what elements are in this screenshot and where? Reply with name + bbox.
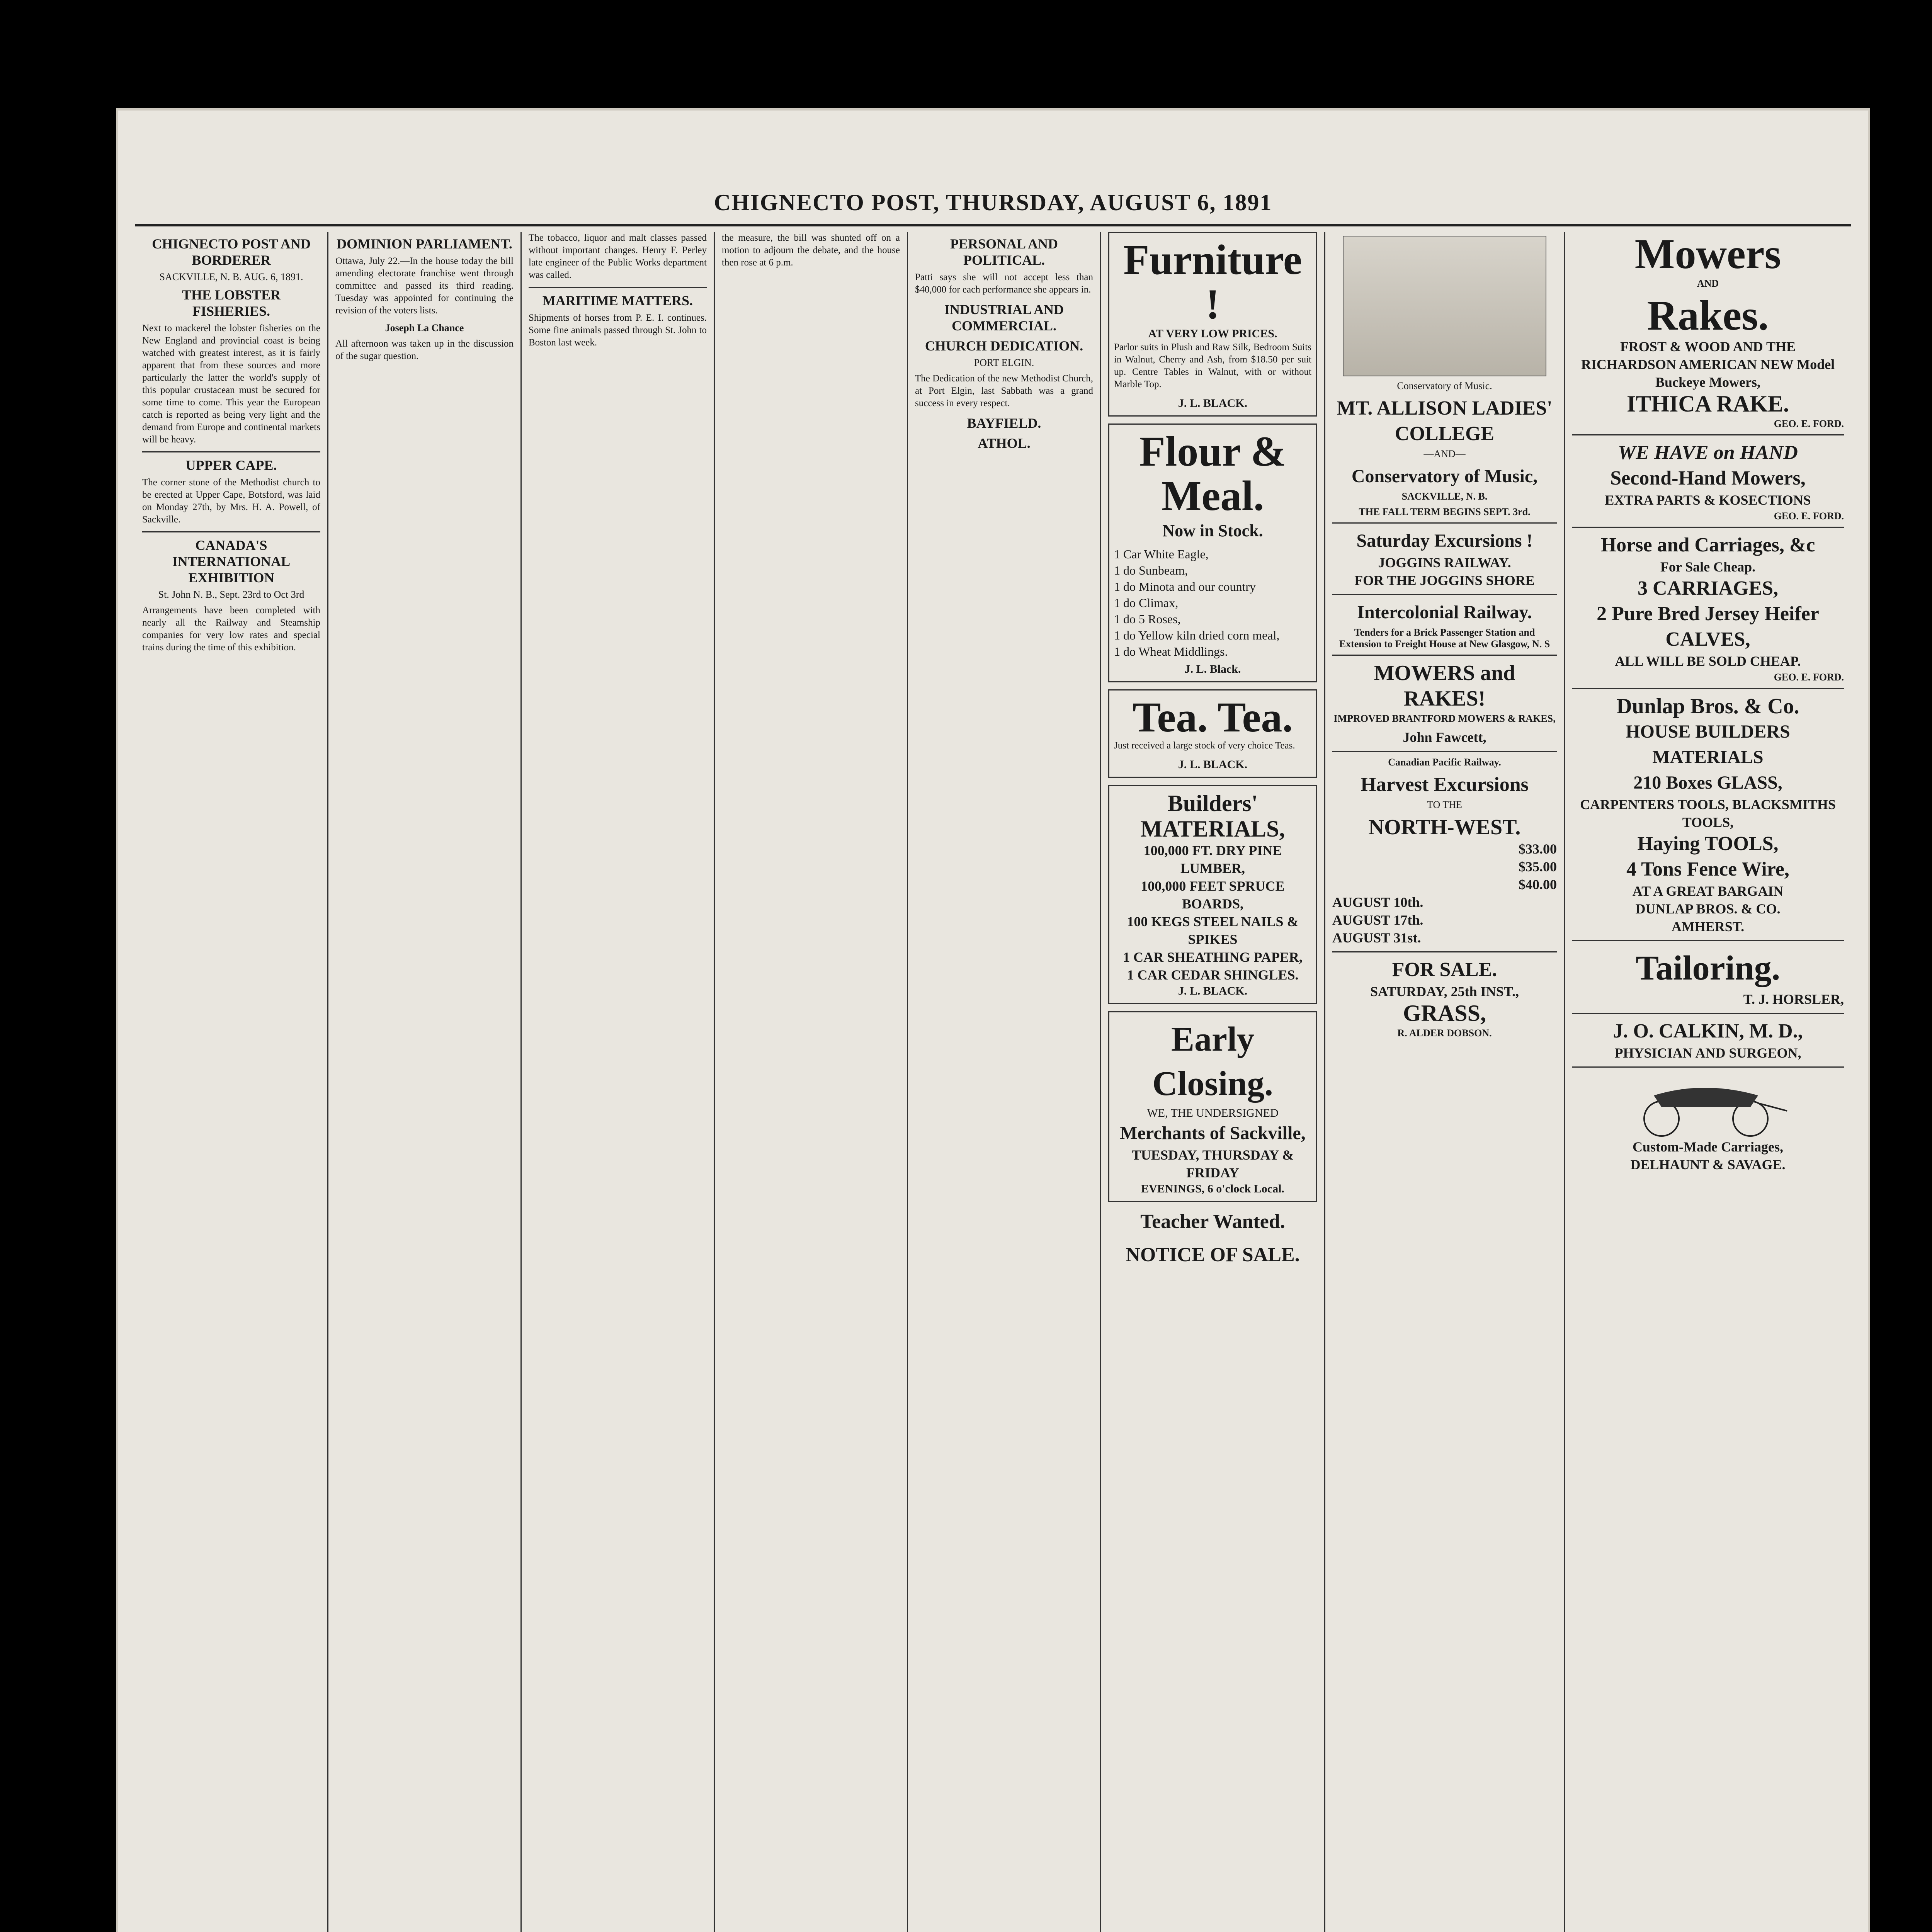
mowers-text: FROST & WOOD AND THE RICHARDSON AMERICAN NEW Model Buckeye Mowers, — [1581, 339, 1835, 390]
list-item: 1 Car White Eagle, — [1114, 547, 1209, 561]
industrial-heading: INDUSTRIAL AND COMMERCIAL. — [944, 302, 1064, 333]
calkin-title: J. O. CALKIN, M. D., — [1613, 1020, 1803, 1042]
builders-ad — [1108, 785, 1317, 1004]
sale-date: SATURDAY, 25th INST., — [1370, 984, 1519, 999]
tea-signature: J. L. BLACK. — [1178, 758, 1248, 771]
harvest-to: TO THE — [1427, 799, 1462, 810]
builders-title: Builders' MATERIALS, — [1140, 791, 1285, 842]
exhibition-subheading: St. John N. B., Sept. 23rd to Oct 3rd — [158, 589, 304, 600]
second-hand-mowers: Second-Hand Mowers, — [1610, 467, 1806, 489]
debate-article: the measure, the bill was shunted off on a motion to adjourn the debate, and the house then rose at 6 p.m. — [722, 233, 900, 268]
list-item: 1 do Wheat Middlings. — [1114, 645, 1228, 658]
college-caption: Conservatory of Music. — [1397, 380, 1492, 391]
amherst: AMHERST. — [1671, 919, 1745, 934]
sugar-article: All afternoon was taken up in the discussion of the sugar question. — [335, 338, 514, 361]
personal-heading: PERSONAL AND POLITICAL. — [950, 236, 1058, 268]
maritime-heading: MARITIME MATTERS. — [542, 293, 693, 308]
personal-article: Patti says she will not accept less than $40,000 for each performance she appears in. — [915, 272, 1093, 295]
list-item: 1 do Minota and our country — [1114, 580, 1256, 594]
excursions-sub: FOR THE JOGGINS SHORE — [1354, 573, 1535, 588]
horse-sub: For Sale Cheap. — [1660, 559, 1756, 575]
column-2 — [328, 232, 522, 1932]
mowers-rakes-signature: John Fawcett, — [1403, 730, 1486, 745]
dateline: SACKVILLE, N. B. AUG. 6, 1891. — [159, 271, 303, 282]
ford-signature: GEO. E. FORD. — [1774, 672, 1844, 683]
dunlap-signature: DUNLAP BROS. & CO. — [1635, 901, 1781, 917]
closing-time: EVENINGS, 6 o'clock Local. — [1141, 1182, 1284, 1195]
ford-signature: GEO. E. FORD. — [1774, 418, 1844, 429]
furniture-ad — [1108, 232, 1317, 417]
divider — [142, 531, 320, 532]
divider — [1572, 940, 1844, 941]
physician: PHYSICIAN AND SURGEON, — [1614, 1045, 1801, 1061]
masthead: CHIGNECTO POST, THURSDAY, AUGUST 6, 1891 — [714, 190, 1272, 215]
column-7 — [1325, 232, 1565, 1932]
list-item: 1 do Climax, — [1114, 596, 1179, 610]
sale-signature: R. ALDER DOBSON. — [1397, 1027, 1492, 1039]
furniture-title: Furniture ! — [1123, 236, 1302, 328]
flour-title: Flour & Meal. — [1139, 428, 1286, 519]
flour-list — [1114, 546, 1311, 660]
divider — [1572, 1013, 1844, 1014]
column-3 — [522, 232, 715, 1932]
harvest-date: AUGUST 31st. — [1332, 930, 1421, 946]
harvest-price: $33.00 — [1519, 841, 1557, 857]
divider — [142, 451, 320, 452]
mowers-and: AND — [1697, 278, 1719, 289]
delhaunt-signature: DELHAUNT & SAVAGE. — [1630, 1157, 1786, 1172]
mowers-rakes-title: MOWERS and RAKES! — [1374, 661, 1515, 711]
fence-wire: 4 Tons Fence Wire, — [1626, 858, 1789, 880]
sold-cheap: ALL WILL BE SOLD CHEAP. — [1615, 653, 1801, 669]
extra-parts: EXTRA PARTS & KOSECTIONS — [1605, 492, 1811, 508]
divider — [1332, 655, 1557, 656]
college-title: MT. ALLISON LADIES' COLLEGE — [1337, 397, 1553, 445]
divider — [1332, 951, 1557, 952]
intercolonial-text: Tenders for a Brick Passenger Station and Extension to Freight House at New Glasgow, N. S — [1339, 627, 1550, 650]
upper-cape-heading: UPPER CAPE. — [185, 457, 277, 473]
furniture-text: Parlor suits in Plush and Raw Silk, Bedroom Suits in Walnut, Cherry and Ash, from $18.50 per suit up. Centre Tables in Walnut, with or without Marble Top. — [1114, 342, 1311, 389]
closing-ad — [1108, 1011, 1317, 1202]
mowers-rakes-sub: IMPROVED BRANTFORD MOWERS & RAKES, — [1333, 713, 1556, 724]
furniture-signature: J. L. BLACK. — [1178, 397, 1248, 410]
flour-signature: J. L. Black. — [1184, 663, 1241, 675]
college-building-image — [1343, 236, 1546, 376]
column-6 — [1101, 232, 1325, 1932]
ithica-rake: ITHICA RAKE. — [1626, 391, 1789, 417]
custom-carriages: Custom-Made Carriages, — [1633, 1139, 1783, 1155]
parliament-article: Ottawa, July 22.—In the house today the bill amending electorate franchise went through committee and passed its third reading. Tuesday was appointed for continuing the revision of the voters lists. — [335, 256, 514, 316]
intercolonial-title: Intercolonial Railway. — [1357, 602, 1532, 622]
divider — [1572, 527, 1844, 528]
maritime-article: Shipments of horses from P. E. I. continues. Some fine animals passed through St. John to Boston last week. — [529, 313, 707, 348]
builders-signature: J. L. BLACK. — [1178, 985, 1248, 997]
list-item: 1 CAR CEDAR SHINGLES. — [1127, 967, 1299, 983]
list-item: 100,000 FT. DRY PINE LUMBER, — [1143, 843, 1282, 876]
paper-title: CHIGNECTO POST AND BORDERER — [152, 236, 311, 268]
harvest-title: Harvest Excursions — [1361, 774, 1529, 796]
church-subheading: PORT ELGIN. — [974, 357, 1034, 368]
la-chance-byline: Joseph La Chance — [385, 322, 464, 333]
newspaper-page — [116, 108, 1870, 1932]
list-item: 100,000 FEET SPRUCE BOARDS, — [1141, 878, 1285, 912]
great-bargain: AT A GREAT BARGAIN — [1632, 883, 1784, 899]
bayfield-heading: BAYFIELD. — [967, 415, 1041, 431]
exhibition-heading: CANADA'S INTERNATIONAL EXHIBITION — [172, 537, 291, 585]
dunlap-title: Dunlap Bros. & Co. — [1616, 694, 1799, 718]
flour-ad — [1108, 423, 1317, 682]
sale-item: GRASS, — [1403, 1000, 1486, 1026]
furniture-subtitle: AT VERY LOW PRICES. — [1148, 327, 1277, 340]
haying-tools: Haying TOOLS, — [1637, 833, 1779, 855]
closing-title: Early Closing. — [1152, 1020, 1273, 1103]
column-8 — [1565, 232, 1851, 1932]
harvest-northwest: NORTH-WEST. — [1368, 815, 1521, 839]
parliament-heading: DOMINION PARLIAMENT. — [337, 236, 512, 252]
lobster-article: Next to mackerel the lobster fisheries on the New England and provincial coast is being watched with greatest interest, as it is fairly apparent that from these sources and more particularly the latter the world's supply of this popular crustacean must be secured for some time to come. This year the European catch is reported as being very light and the demand from Europe and continental markets will be heavy. — [142, 323, 320, 445]
upper-cape-article: The corner stone of the Methodist church to be erected at Upper Cape, Botsford, was laid on Monday 27th, by Mrs. H. A. Powell, of Sackville. — [142, 477, 320, 525]
flour-subtitle: Now in Stock. — [1162, 521, 1263, 540]
list-item: 1 do Sunbeam, — [1114, 563, 1188, 577]
horsler-signature: T. J. HORSLER, — [1743, 992, 1844, 1007]
carriages: 3 CARRIAGES, — [1637, 577, 1779, 599]
divider — [1332, 751, 1557, 752]
tea-title: Tea. Tea. — [1133, 694, 1293, 741]
rakes-title: Rakes. — [1647, 292, 1769, 339]
divider — [1572, 1066, 1844, 1068]
list-item: 1 CAR SHEATHING PAPER, — [1123, 949, 1303, 965]
house-builders: HOUSE BUILDERS MATERIALS — [1626, 721, 1790, 767]
divider — [529, 287, 707, 288]
closing-sub: WE, THE UNDERSIGNED — [1147, 1107, 1279, 1119]
list-item: 1 do 5 Roses, — [1114, 612, 1181, 626]
harvest-date: AUGUST 10th. — [1332, 895, 1423, 910]
heifer-calves: 2 Pure Bred Jersey Heifer CALVES, — [1597, 603, 1819, 650]
divider — [1332, 522, 1557, 524]
fall-term: THE FALL TERM BEGINS SEPT. 3rd. — [1359, 506, 1531, 517]
cpr-title: Canadian Pacific Railway. — [1388, 757, 1501, 768]
harvest-date: AUGUST 17th. — [1332, 912, 1423, 928]
closing-merchants: Merchants of Sackville, — [1120, 1123, 1306, 1143]
harvest-price: $35.00 — [1519, 859, 1557, 874]
tariff-article: The tobacco, liquor and malt classes passed without important changes. Henry F. Perley late engineer of the Public Works department was called. — [529, 233, 707, 280]
list-item: 1 do Yellow kiln dried corn meal, — [1114, 628, 1280, 642]
college-and: —AND— — [1423, 448, 1466, 459]
excursions-title: Saturday Excursions ! — [1356, 531, 1533, 551]
harvest-price: $40.00 — [1519, 877, 1557, 892]
column-5 — [908, 232, 1101, 1932]
tea-text: Just received a large stock of very choice Teas. — [1114, 740, 1295, 751]
column-1 — [135, 232, 328, 1932]
list-item: 100 KEGS STEEL NAILS & SPIKES — [1127, 914, 1299, 947]
closing-days: TUESDAY, THURSDAY & FRIDAY — [1131, 1147, 1294, 1180]
exhibition-article: Arrangements have been completed with nearly all the Railway and Steamship companies for very low rates and special trains during the time of this exhibition. — [142, 605, 320, 653]
teacher-title: Teacher Wanted. — [1140, 1211, 1285, 1233]
have-on-hand: WE HAVE on HAND — [1618, 442, 1798, 464]
athol-heading: ATHOL. — [978, 435, 1031, 451]
mowers-title: Mowers — [1634, 232, 1781, 277]
carpenters-tools: CARPENTERS TOOLS, BLACKSMITHS TOOLS, — [1580, 797, 1836, 830]
sale-title: FOR SALE. — [1392, 959, 1497, 981]
glass: 210 Boxes GLASS, — [1633, 772, 1782, 793]
tea-ad — [1108, 689, 1317, 778]
divider — [1572, 434, 1844, 435]
horse-title: Horse and Carriages, &c — [1600, 534, 1815, 556]
tailoring-title: Tailoring. — [1635, 949, 1781, 987]
lobster-heading: THE LOBSTER FISHERIES. — [182, 287, 281, 319]
notice-title: NOTICE OF SALE. — [1126, 1244, 1300, 1266]
divider — [1332, 594, 1557, 595]
excursions-railway: JOGGINS RAILWAY. — [1378, 555, 1511, 570]
college-place: SACKVILLE, N. B. — [1401, 491, 1488, 502]
carriage-illustration — [1627, 1072, 1789, 1138]
church-article: The Dedication of the new Methodist Church, at Port Elgin, last Sabbath was a grand success in every respect. — [915, 373, 1093, 408]
conservatory: Conservatory of Music, — [1351, 466, 1538, 486]
divider — [1572, 688, 1844, 689]
column-4 — [715, 232, 908, 1932]
church-heading: CHURCH DEDICATION. — [925, 338, 1083, 354]
ford-signature: GEO. E. FORD. — [1774, 510, 1844, 522]
masthead-rule — [135, 224, 1851, 226]
